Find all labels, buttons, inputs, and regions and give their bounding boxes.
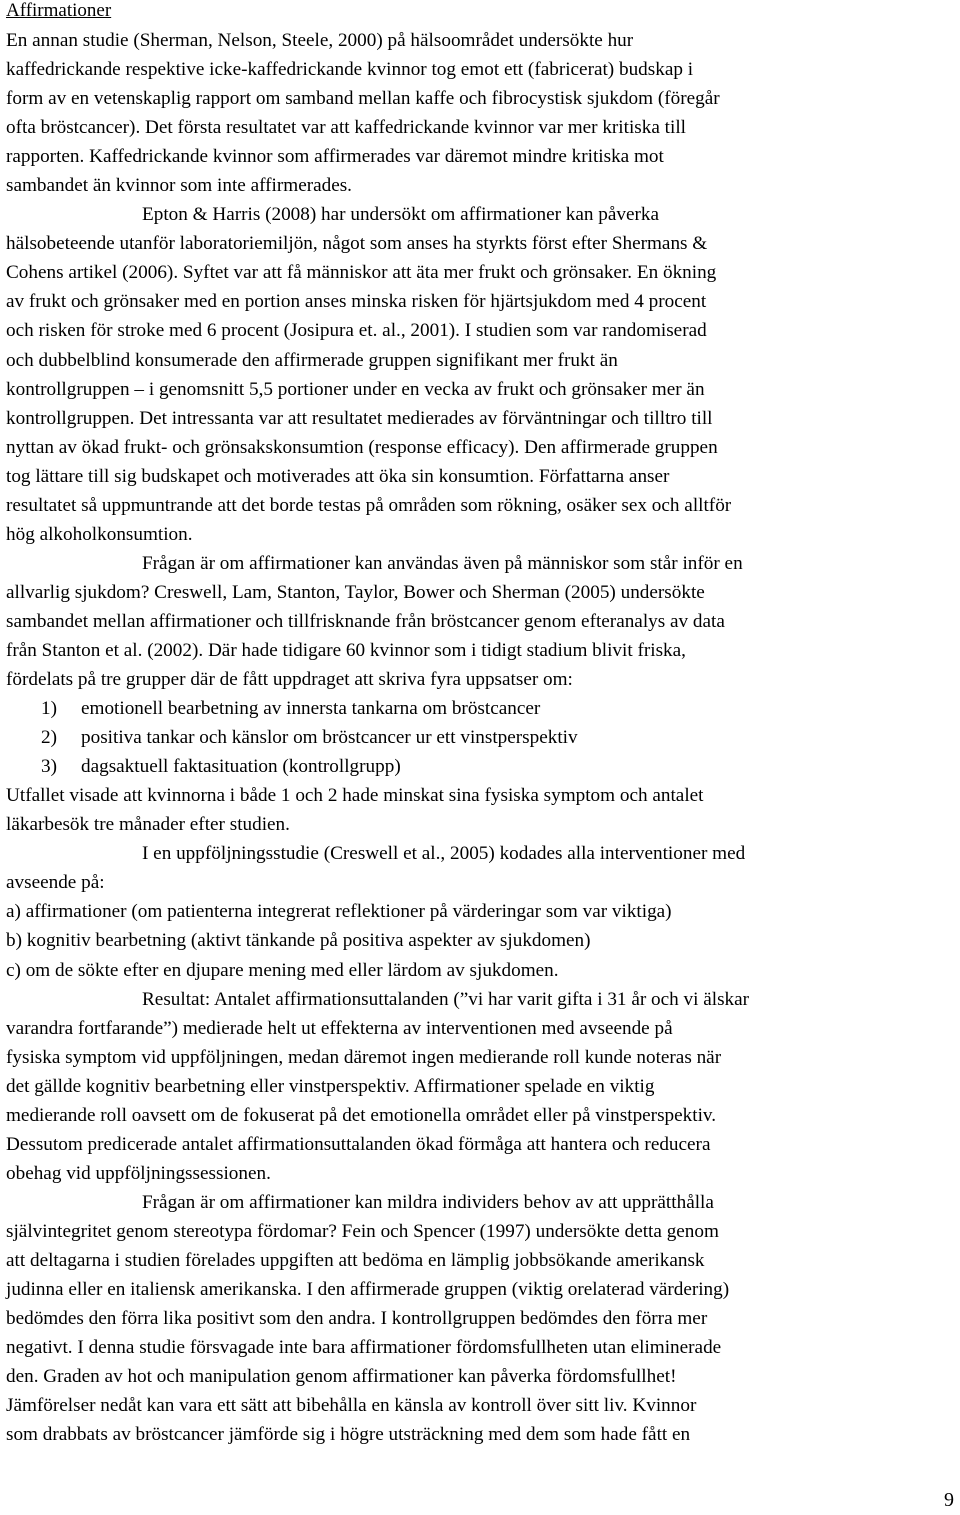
text-line: som drabbats av bröstcancer jämförde sig i högre utsträckning med dem som hade fått en — [6, 1424, 691, 1446]
text-line: varandra fortfarande”) medierade helt ut effekterna av interventionen med avseende på — [6, 1017, 673, 1039]
text-line: fördelats på tre grupper där de fått uppdraget att skriva fyra uppsatser om: — [6, 669, 573, 691]
text-line: Epton & Harris (2008) har undersökt om affirmationer kan påverka — [142, 204, 660, 226]
text-line: hög alkoholkonsumtion. — [6, 523, 193, 545]
text-line: negativt. I denna studie försvagade inte bara affirmationer fördomsfullheten utan eliminerade — [6, 1337, 722, 1359]
list-item-text: dagsaktuell faktasituation (kontrollgrupp) — [81, 756, 401, 778]
text-line: resultatet så uppmuntrande att det borde testas på områden som rökning, osäker sex och alltför — [6, 494, 732, 516]
text-line: läkarbesök tre månader efter studien. — [6, 814, 290, 836]
section-heading: Affirmationer — [6, 0, 112, 21]
text-line: b) kognitiv bearbetning (aktivt tänkande på positiva aspekter av sjukdomen) — [6, 930, 591, 952]
text-line: rapporten. Kaffedrickande kvinnor som affirmerades var däremot mindre kritiska mot — [6, 146, 664, 168]
text-line: Cohens artikel (2006). Syftet var att få människor att äta mer frukt och grönsaker. En ökning — [6, 262, 717, 284]
text-line: fysiska symptom vid uppföljningen, medan däremot ingen medierande roll kunde noteras när — [6, 1046, 722, 1068]
text-line: a) affirmationer (om patienterna integrerat reflektioner på värderingar som var viktiga) — [6, 901, 672, 923]
text-line: självintegritet genom stereotypa fördomar? Fein och Spencer (1997) undersökte detta genom — [6, 1220, 719, 1242]
list-number: 2) — [41, 727, 57, 749]
text-line: sambandet mellan affirmationer och tillfrisknande från bröstcancer genom efteranalys av data — [6, 610, 725, 632]
text-line: att deltagarna i studien förelades uppgiften att bedöma en lämplig jobbsökande amerikansk — [6, 1249, 705, 1271]
body-text — [6, 26, 956, 1449]
list-item-text: emotionell bearbetning av innersta tankarna om bröstcancer — [81, 698, 541, 720]
text-line: allvarlig sjukdom? Creswell, Lam, Stanton, Taylor, Bower och Sherman (2005) undersökte — [6, 581, 705, 603]
text-line: ofta bröstcancer). Det första resultatet var att kaffedrickande kvinnor var mer kritiska till — [6, 117, 686, 139]
text-line: form av en vetenskaplig rapport om samband mellan kaffe och fibrocystisk sjukdom (föregår — [6, 88, 720, 110]
text-line: Frågan är om affirmationer kan användas även på människor som står inför en — [142, 552, 743, 574]
text-line: nyttan av ökad frukt- och grönsakskonsumtion (response efficacy). Den affirmerade gruppen — [6, 436, 718, 458]
text-line: Dessutom predicerade antalet affirmationsuttalanden ökad förmåga att hantera och reducera — [6, 1133, 711, 1155]
text-line: kontrollgruppen – i genomsnitt 5,5 portioner under en vecka av frukt och grönsaker mer än — [6, 378, 705, 400]
text-line: Jämförelser nedåt kan vara ett sätt att bibehålla en känsla av kontroll över sitt liv. Kvinnor — [6, 1395, 697, 1417]
text-line: Resultat: Antalet affirmationsuttalanden (”vi har varit gifta i 31 år och vi älskar — [142, 988, 750, 1010]
page-number: 9 — [944, 1489, 954, 1511]
text-line: det gällde kognitiv bearbetning eller vinstperspektiv. Affirmationer spelade en viktig — [6, 1075, 655, 1097]
text-line: och dubbelblind konsumerade den affirmerade gruppen signifikant mer frukt än — [6, 349, 618, 371]
text-line: kaffedrickande respektive icke-kaffedrickande kvinnor tog emot ett (fabricerat) budskap i — [6, 59, 694, 81]
text-line: kontrollgruppen. Det intressanta var att resultatet medierades av förväntningar och tilltro till — [6, 407, 713, 429]
text-line: bedömdes den förra lika positivt som den andra. I kontrollgruppen bedömdes den förra mer — [6, 1308, 708, 1330]
text-line: av frukt och grönsaker med en portion anses minska risken för hjärtsjukdom med 4 procent — [6, 291, 707, 313]
text-line: hälsobeteende utanför laboratoriemiljön, något som anses ha styrkts först efter Shermans & — [6, 233, 708, 255]
text-line: judinna eller en italiensk amerikanska. I den affirmerade gruppen (viktig orelaterad värdering) — [6, 1279, 730, 1301]
list-item — [6, 752, 956, 781]
text-line: och risken för stroke med 6 procent (Josipura et. al., 2001). I studien som var randomiserad — [6, 320, 707, 342]
text-line: Utfallet visade att kvinnorna i både 1 och 2 hade minskat sina fysiska symptom och antalet — [6, 785, 704, 807]
list-item — [6, 694, 956, 723]
text-line: c) om de sökte efter en djupare mening med eller lärdom av sjukdomen. — [6, 959, 559, 981]
list-number: 1) — [41, 698, 57, 720]
list-item — [6, 723, 956, 752]
text-line: avseende på: — [6, 872, 105, 894]
list-number: 3) — [41, 756, 57, 778]
text-line: En annan studie (Sherman, Nelson, Steele, 2000) på hälsoområdet undersökte hur — [6, 30, 634, 51]
text-line: den. Graden av hot och manipulation genom affirmationer kan påverka fördomsfullhet! — [6, 1366, 677, 1388]
text-line: I en uppföljningsstudie (Creswell et al., 2005) kodades alla interventioner med — [142, 843, 746, 865]
text-line: medierande roll oavsett om de fokuserat på det emotionella området eller på vinstperspektiv. — [6, 1104, 717, 1126]
text-line: Frågan är om affirmationer kan mildra individers behov av att upprätthålla — [142, 1191, 714, 1213]
text-line: sambandet än kvinnor som inte affirmerades. — [6, 175, 352, 197]
text-line: från Stanton et al. (2002). Där hade tidigare 60 kvinnor som i tidigt stadium blivit friska, — [6, 639, 686, 661]
list-item-text: positiva tankar och känslor om bröstcancer ur ett vinstperspektiv — [81, 727, 578, 749]
text-line: obehag vid uppföljningssessionen. — [6, 1162, 271, 1184]
text-line: tog lättare till sig budskapet och motiverades att öka sin konsumtion. Författarna anser — [6, 465, 670, 487]
